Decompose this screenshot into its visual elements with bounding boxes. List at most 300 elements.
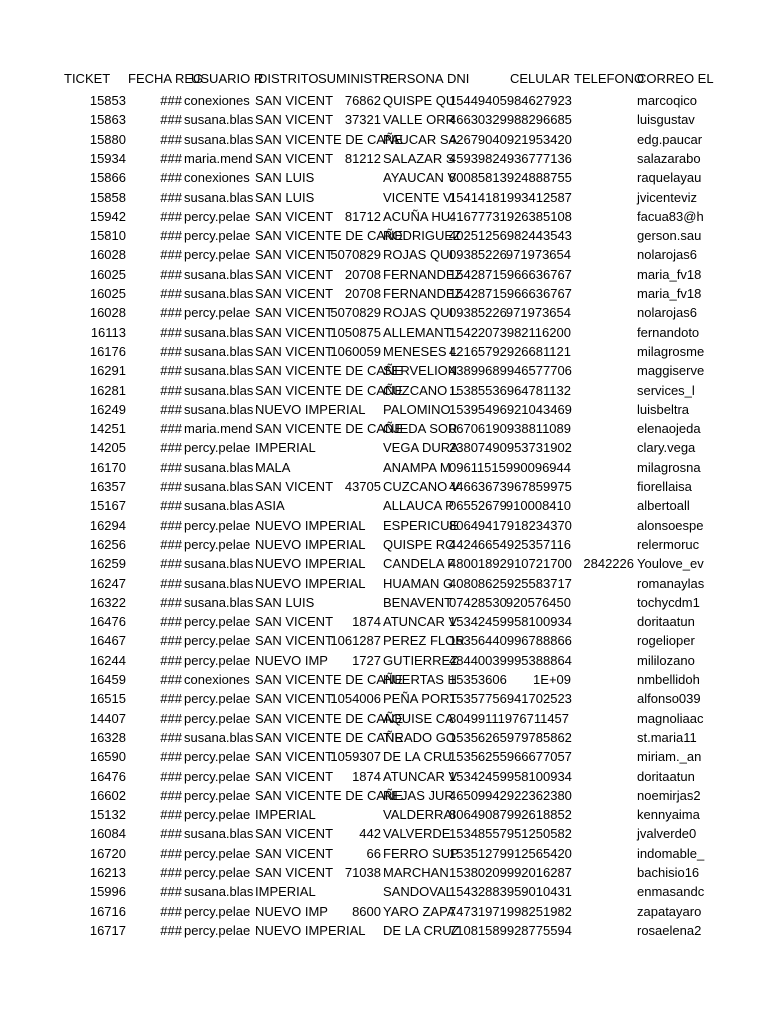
cell-telefono [572,130,634,149]
cell-correo: luisbeltra [637,401,690,417]
cell-celular [449,188,571,207]
cell-suministro [320,670,381,689]
cell-distrito: SAN VICENT [255,845,334,861]
cell-correo: zapatayaro [637,903,702,919]
cell-celular [449,631,571,650]
cell-dni: 80649417918234370 [449,517,572,533]
table-row [0,689,768,708]
cell-distrito: NUEVO IMP [255,903,328,919]
header-dni: DNI [447,71,470,86]
cell-usuario: susana.blas [184,884,254,900]
cell-distrito: SAN VICENT [255,749,334,765]
cell-dni: 46630329988296685 [449,112,572,128]
cell-ticket: 16249 [89,401,126,417]
cell-usuario: conexiones [184,672,250,687]
cell-celular [449,882,571,901]
cell-dni: 80085813924888755 [449,170,572,186]
cell-fecha: ### [160,826,182,842]
table-row [0,863,768,882]
cell-telefono [572,226,634,245]
cell-dni: 15351279912565420 [449,845,572,861]
cell-ticket: 15996 [89,884,126,900]
cell-suministro [320,593,381,612]
cell-fecha: ### [160,228,182,244]
cell-persona: GUTIERREZ [383,652,459,668]
cell-suministro [320,516,381,535]
cell-correo: jvicenteviz [637,189,697,205]
cell-suministro [320,574,381,593]
cell-fecha: ### [160,170,182,186]
cell-usuario: percy.pelae [184,903,251,919]
table-row [0,767,768,786]
cell-correo: relermoruc [637,536,700,552]
cell-usuario: percy.pelae [184,768,251,784]
cell-correo: milagrosme [637,343,705,359]
cell-persona: DE LA CRU [383,749,452,765]
cell-correo: nolarojas6 [637,247,697,263]
cell-ticket: 16244 [89,652,126,668]
table-row [0,516,768,535]
cell-dni: 15380209992016287 [449,865,572,880]
table-row [0,574,768,593]
cell-distrito: SAN VICENT [255,865,334,880]
cell-fecha: ### [160,710,182,726]
cell-correo: maria_fv18 [637,266,702,282]
cell-suministro: 71038 [344,865,381,880]
cell-correo: nolarojas6 [637,305,697,321]
cell-suministro: 1060059 [330,343,381,359]
table-row [0,805,768,824]
cell-fecha: ### [160,517,182,533]
cell-correo: bachisio16 [637,865,700,880]
cell-correo: nmbellidoh [637,672,700,687]
cell-suministro: 76862 [344,93,381,108]
cell-correo: miriam._an [637,749,702,765]
cell-dni: 15395496921043469 [449,401,572,417]
cell-usuario: percy.pelae [184,807,251,823]
table-row [0,554,768,573]
cell-usuario: percy.pelae [184,710,251,726]
cell-celular [449,535,571,554]
cell-usuario: susana.blas [184,343,254,359]
cell-persona: ALLAUCA P [383,498,454,514]
cell-usuario: percy.pelae [184,633,251,649]
cell-telefono [572,844,634,863]
cell-persona: ANAMPA M [383,459,451,475]
cell-dni: 07428530 [449,594,507,610]
cell-correo: raquelayau [637,170,702,186]
table-row [0,110,768,129]
cell-usuario: conexiones [184,170,250,186]
cell-ticket: 16720 [89,845,126,861]
cell-suministro: 8600 [352,903,381,919]
cell-celular [449,728,571,747]
cell-ticket: 16256 [89,536,126,552]
cell-celular [449,207,571,226]
cell-fecha: ### [160,865,182,880]
cell-telefono [572,419,634,438]
cell-dni: 15342459958100934 [449,768,572,784]
table-row [0,438,768,457]
cell-persona: CUZCANO L [383,382,459,398]
cell-persona: CANDELA F [383,556,456,572]
cell-correo: maria_fv18 [637,286,702,301]
cell-telefono [572,207,634,226]
cell-dni: 46509942922362380 [449,787,572,803]
cell-telefono [572,882,634,901]
cell-dni: 44663673967859975 [449,479,572,494]
cell-dni: 74731971998251982 [449,903,572,919]
cell-telefono [572,110,634,129]
cell-suministro: 5070829 [330,305,381,321]
cell-distrito: NUEVO IMPERIAL [255,575,366,591]
cell-ticket: 15863 [89,112,126,128]
cell-fecha: ### [160,594,182,610]
cell-telefono [572,265,634,284]
cell-ticket: 16281 [89,382,126,398]
cell-celular [449,805,571,824]
header-suministro: SUMINISTR [318,71,390,86]
cell-telefono [572,612,634,631]
cell-fecha: ### [160,807,182,823]
cell-correo: jvalverde0 [637,826,697,842]
cell-correo: clary.vega [637,440,696,456]
cell-telefono [572,767,634,786]
cell-usuario: percy.pelae [184,228,251,244]
cell-ticket: 16113 [90,324,126,340]
cell-dni: 48001892910721700 [449,556,572,572]
cell-correo: milagrosna [637,459,701,475]
cell-usuario: maria.mend [184,150,253,166]
header-distrito: DISTRITO [258,71,319,86]
cell-usuario: percy.pelae [184,749,251,765]
cell-telefono [572,670,634,689]
cell-usuario: percy.pelae [184,440,251,456]
table-row [0,902,768,921]
cell-dni: 15385536964781132 [449,382,571,398]
cell-correo: doritaatun [637,768,695,784]
cell-distrito: SAN VICENT [255,479,334,494]
cell-distrito: SAN VICENTE DE CAÑE [255,787,404,803]
cell-dni: 40808625925583717 [449,575,572,591]
cell-celular [449,284,571,303]
cell-usuario: percy.pelae [184,845,251,861]
cell-telefono [572,342,634,361]
cell-distrito: SAN LUIS [255,170,315,186]
cell-celular [449,902,571,921]
cell-fecha: ### [160,93,182,108]
cell-suministro [320,226,381,245]
cell-correo: magnoliaac [637,710,704,726]
cell-telefono [572,805,634,824]
cell-celular [449,554,571,573]
cell-dni: 43899689946577706 [449,363,572,379]
cell-persona: PALOMINO [383,401,451,417]
cell-fecha: ### [160,112,182,128]
cell-ticket: 16328 [89,729,126,745]
cell-dni: 09385226 [449,247,507,263]
cell-distrito: NUEVO IMPERIAL [255,517,366,533]
cell-persona: QUISPE QU [383,93,456,108]
table-row [0,323,768,342]
cell-dni: 15353606 [449,672,507,687]
cell-suministro [320,188,381,207]
cell-celular: 910008410 [505,498,571,514]
cell-correo: marcoqico [637,93,697,108]
cell-telefono [572,188,634,207]
cell-celular: 920576450 [505,594,571,610]
cell-distrito: SAN VICENT [255,93,334,108]
cell-distrito: SAN VICENT [255,266,334,282]
cell-dni: 48440039995388864 [449,652,572,668]
cell-suministro: 442 [359,826,381,842]
cell-ticket: 16028 [89,305,126,321]
cell-celular [449,168,571,187]
cell-correo: edg.paucar [637,131,703,147]
cell-telefono [572,400,634,419]
cell-telefono [572,284,634,303]
cell-usuario: susana.blas [184,556,254,572]
table-row [0,709,768,728]
table-row [0,91,768,110]
cell-celular [449,381,571,400]
cell-usuario: susana.blas [184,401,254,417]
cell-suministro: 1054006 [330,691,381,707]
cell-fecha: ### [160,575,182,591]
table-row [0,342,768,361]
cell-correo: indomable_ [637,845,705,861]
cell-distrito: SAN VICENT [255,691,334,707]
cell-celular [449,824,571,843]
cell-celular: 938811089 [506,421,571,437]
cell-ticket: 16084 [89,826,126,842]
cell-celular [449,844,571,863]
cell-telefono [572,902,634,921]
cell-suministro [320,786,381,805]
cell-ticket: 16322 [89,594,126,610]
cell-dni: 15348557951250582 [449,826,572,842]
cell-fecha: ### [160,672,182,687]
table-row [0,303,768,322]
cell-ticket: 16028 [89,247,126,263]
cell-persona: ATUNCAR V [383,768,458,784]
cell-fecha: ### [160,922,182,938]
header-fecha: FECHA REG [128,71,204,86]
table-row [0,381,768,400]
cell-usuario: percy.pelae [184,517,251,533]
cell-dni: 15356440996788866 [449,633,572,649]
cell-celular [449,91,571,110]
cell-dni: 44246654925357116 [449,536,571,552]
cell-persona: PEÑA PORT [383,691,458,707]
cell-correo: facua83@h [637,208,704,224]
table-row [0,747,768,766]
cell-ticket: 15853 [89,93,126,108]
cell-telefono [572,381,634,400]
table-row [0,535,768,554]
cell-persona: AQUISE CA [383,710,454,726]
cell-distrito: SAN VICENTE DE CAÑE [255,382,404,398]
cell-distrito: SAN VICENT [255,324,334,340]
cell-ticket: 16259 [89,556,126,572]
cell-celular [449,651,571,670]
cell-telefono [572,303,634,322]
cell-ticket: 16590 [89,749,126,765]
cell-suministro: 1874 [352,614,381,630]
cell-dni: 41677731926385108 [449,208,572,224]
cell-celular [449,921,571,940]
cell-dni: 15356255966677057 [449,749,572,765]
cell-persona: VALLE ORR [383,112,456,128]
cell-telefono [572,921,634,940]
cell-ticket: 14251 [89,421,126,437]
cell-telefono [572,245,634,264]
cell-correo: services_l [637,382,695,398]
cell-distrito: SAN LUIS [255,189,315,205]
table-row [0,824,768,843]
header-persona: PERSONA [380,71,444,86]
table-row [0,361,768,380]
cell-usuario: percy.pelae [184,922,251,938]
cell-telefono [572,535,634,554]
cell-telefono [572,438,634,457]
cell-usuario: maria.mend [184,421,253,437]
cell-distrito: SAN VICENT [255,826,334,842]
cell-usuario: susana.blas [184,189,254,205]
cell-persona: SALAZAR S [383,150,455,166]
cell-distrito: SAN VICENT [255,150,334,166]
cell-fecha: ### [160,247,182,263]
cell-fecha: ### [160,401,182,417]
cell-suministro [320,728,381,747]
cell-fecha: ### [160,768,182,784]
cell-usuario: susana.blas [184,266,254,282]
cell-celular [449,477,571,496]
cell-suministro [320,361,381,380]
table-row [0,728,768,747]
cell-dni: 15428715966636767 [449,266,572,282]
cell-distrito: MALA [255,459,291,475]
cell-distrito: SAN VICENTE DE CAÑE [255,421,404,437]
cell-distrito: ASIA [255,498,285,514]
cell-ticket: 15810 [89,228,126,244]
cell-celular [449,226,571,245]
cell-fecha: ### [160,382,182,398]
cell-ticket: 15866 [89,170,126,186]
cell-usuario: percy.pelae [184,691,251,707]
table-row [0,419,768,438]
cell-suministro [320,381,381,400]
cell-distrito: SAN VICENTE DE CAÑE [255,710,404,726]
cell-fecha: ### [160,845,182,861]
cell-correo: tochycdm1 [637,594,700,610]
cell-usuario: susana.blas [184,112,254,128]
cell-correo: gerson.sau [637,228,702,244]
cell-usuario: susana.blas [184,286,254,301]
cell-celular [449,516,571,535]
cell-persona: RODRIGUEZ [383,228,461,244]
cell-celular [449,863,571,882]
cell-persona: DE LA CRUZ [383,922,460,938]
cell-fecha: ### [160,363,182,379]
table-row [0,670,768,689]
cell-distrito: SAN VICENT [255,633,334,649]
cell-usuario: susana.blas [184,131,254,147]
cell-ticket: 16025 [89,266,126,282]
cell-usuario: percy.pelae [184,614,251,630]
cell-suministro: 1874 [352,768,381,784]
cell-suministro [320,130,381,149]
cell-distrito: SAN VICENT [255,614,334,630]
cell-telefono [572,689,634,708]
cell-correo: mililozano [637,652,695,668]
cell-fecha: ### [160,749,182,765]
cell-fecha: ### [160,189,182,205]
cell-persona: ACUÑA HU. [383,208,454,224]
cell-persona: MARCHAN [383,865,449,880]
table-row [0,477,768,496]
cell-correo: alfonso039 [637,691,701,707]
cell-distrito: NUEVO IMPERIAL [255,556,366,572]
cell-fecha: ### [160,305,182,321]
cell-distrito: IMPERIAL [255,807,316,823]
cell-dni: 42165792926681121 [449,343,571,359]
cell-suministro [320,438,381,457]
cell-dni: 15357756941702523 [449,691,572,707]
cell-ticket: 16294 [89,517,126,533]
cell-suministro: 81712 [344,208,381,224]
cell-distrito: SAN VICENT [255,208,334,224]
cell-fecha: ### [160,131,182,147]
cell-usuario: percy.pelae [184,652,251,668]
cell-distrito: SAN LUIS [255,594,315,610]
cell-persona: PAUCAR SA [383,131,458,147]
cell-dni: 09385226 [449,305,507,321]
cell-suministro [320,496,381,515]
cell-ticket: 16476 [89,768,126,784]
cell-persona: FERNANDEZ [383,286,463,301]
cell-correo: enmasandc [637,884,705,900]
cell-persona: REJAS JUR [383,787,454,803]
cell-ticket: 16515 [89,691,126,707]
cell-ticket: 16357 [89,479,126,494]
cell-usuario: percy.pelae [184,787,251,803]
cell-suministro: 81212 [344,150,381,166]
cell-telefono [572,496,634,515]
cell-ticket: 15880 [89,131,126,147]
cell-dni: 15414181993412587 [449,189,572,205]
cell-dni: 80499111976711457 [449,710,570,726]
cell-suministro [320,709,381,728]
cell-distrito: SAN VICENT [255,286,334,301]
cell-suministro: 20708 [344,286,381,301]
cell-fecha: ### [160,324,182,340]
cell-telefono [572,651,634,670]
cell-fecha: ### [160,498,182,514]
cell-usuario: susana.blas [184,324,254,340]
cell-fecha: ### [160,150,182,166]
cell-dni: 15356265979785862 [449,729,572,745]
cell-telefono [572,516,634,535]
header-usuario: USUARIO R [191,71,264,86]
cell-persona: VICENTE VI [383,189,456,205]
header-ticket: TICKET [64,71,111,86]
cell-ticket: 16247 [89,575,126,591]
cell-distrito: IMPERIAL [255,440,316,456]
cell-persona: QUISPE RO [383,536,456,552]
table-row [0,265,768,284]
cell-distrito: SAN VICENTE DE CAÑE [255,729,404,745]
